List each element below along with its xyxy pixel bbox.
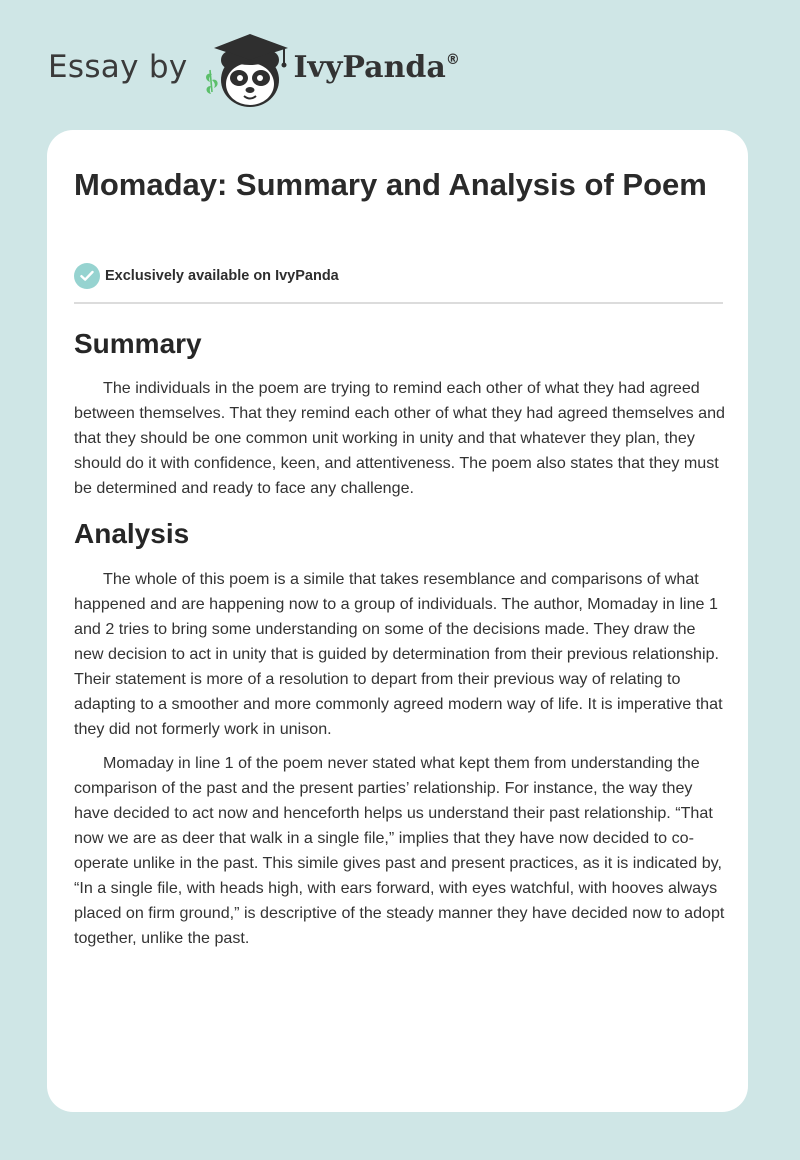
registered-mark: ® [445,51,460,68]
checkmark-icon [74,263,100,289]
essay-by-label: Essay by [48,49,188,85]
article-body [74,320,726,951]
essay-card [47,130,748,1112]
site-header [48,30,460,110]
exclusive-label: Exclusively available on IvyPanda [105,268,339,284]
exclusive-badge [74,263,339,289]
summary-heading: Summary [74,328,202,359]
panda-graduate-logo-icon[interactable] [204,30,296,112]
analysis-paragraph: Momaday in line 1 of the poem never stated what kept them from understanding the comparison of the past and the present parties’ relationship. For instance, the way they have decided to act now and henceforth helps us understand their past relationship. “That now we are as deer that walk in a single file,” implies that they have now decided to co-operate unlike in the past. This simile gives past and present practices, as it is indicated by, “In a single file, with heads high, with ears forward, with eyes watchful, with hooves always placed on firm ground,” is descriptive of the steady manner they have decided now to adopt together, unlike the past. [74,754,725,947]
analysis-heading: Analysis [74,518,190,549]
analysis-paragraph: The whole of this poem is a simile that takes resemblance and comparisons of what happened and are happening now to a group of individuals. The author, Momaday in line 1 and 2 tries to bring some understanding on some of the decisions made. They draw the new decision to act in unity that is guided by determination from their previous relationship. Their statement is more of a resolution to depart from their previous way of relating to adapting to a smoother and more commonly agreed modern way of life. It is imperative that they did not formerly work in unison. [74,570,723,738]
summary-paragraph: The individuals in the poem are trying to remind each other of what they had agreed between themselves. That they remind each other of what they had agreed themselves and that they should be one common unit working in unity and that whatever they plan, they should do it with confidence, keen, and attentiveness. The poem also states that they must be determined and ready to face any challenge. [74,379,725,497]
divider [74,302,723,304]
page-title: Momaday: Summary and Analysis of Poem [74,167,707,202]
brand-name[interactable]: IvyPanda® [293,49,460,85]
